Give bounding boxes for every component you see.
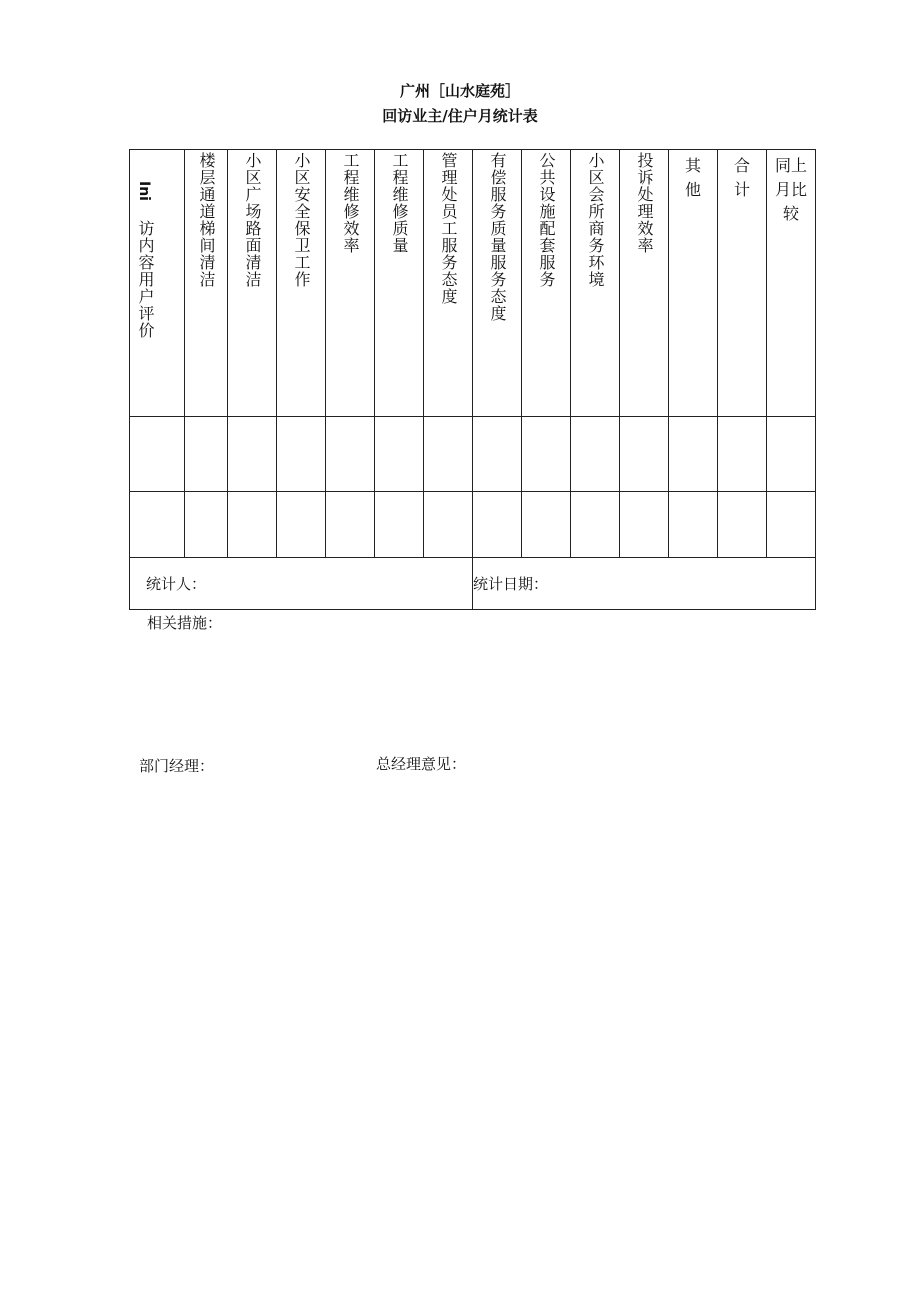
header-cell-other: [669, 150, 718, 417]
table-cell[interactable]: [185, 417, 228, 492]
table-row: [130, 492, 816, 558]
column-label: 小区安全保卫工作: [292, 152, 311, 288]
table-cell[interactable]: [767, 492, 816, 558]
criteria-label: 访内容用户评价: [136, 220, 155, 339]
header-cell: [375, 150, 424, 417]
label-line: 他: [684, 180, 701, 199]
label-line: 其: [684, 156, 701, 175]
table-cell[interactable]: [473, 492, 522, 558]
statistics-table: [129, 149, 816, 610]
header-cell: [277, 150, 326, 417]
column-label: 工程维修效率: [341, 152, 360, 254]
table-cell[interactable]: [571, 492, 620, 558]
table-cell[interactable]: [326, 417, 375, 492]
header-cell: [620, 150, 669, 417]
related-measures-label: 相关措施：: [147, 614, 223, 632]
document-title: 广州［山水庭苑］: [399, 82, 520, 100]
table-cell[interactable]: [522, 417, 571, 492]
table-cell[interactable]: [620, 492, 669, 558]
table-cell[interactable]: [718, 492, 767, 558]
column-label-compare: [767, 154, 815, 226]
document-subtitle: 回访业主/住户月统计表: [382, 107, 538, 125]
header-cell: [185, 150, 228, 417]
header-cell: [424, 150, 473, 417]
column-label: 投诉处理效率: [635, 152, 654, 254]
table-header-row: [130, 150, 816, 417]
column-label: 小区会所商务环境: [586, 152, 605, 288]
table-cell[interactable]: [424, 492, 473, 558]
header-cell-total: [718, 150, 767, 417]
label-line: 月比: [774, 180, 807, 199]
column-label: 管理处员工服务态度: [439, 152, 458, 305]
table-row: [130, 417, 816, 492]
label-line: 计: [733, 180, 750, 199]
header-cell: [522, 150, 571, 417]
table-cell[interactable]: [669, 492, 718, 558]
table-cell[interactable]: [718, 417, 767, 492]
statistics-date-label: 统计日期：: [473, 575, 549, 593]
table-cell[interactable]: [620, 417, 669, 492]
table-cell[interactable]: [228, 492, 277, 558]
header-cell: [571, 150, 620, 417]
statistician-label: 统计人：: [146, 575, 207, 593]
table-cell[interactable]: [277, 492, 326, 558]
label-line: 合: [733, 156, 750, 175]
table-cell[interactable]: [473, 417, 522, 492]
column-label: 有偿服务质量服务态度: [488, 152, 507, 322]
table-cell[interactable]: [130, 417, 185, 492]
column-label-other: [669, 154, 717, 202]
column-label: 公共设施配套服务: [537, 152, 556, 288]
label-line: 较: [782, 204, 799, 223]
table-cell[interactable]: [424, 417, 473, 492]
column-label-total: [718, 154, 766, 202]
table-cell[interactable]: [130, 492, 185, 558]
column-label: 小区广场路面清洁: [243, 152, 262, 288]
table-footer-row: [130, 558, 816, 610]
label-line: 同上: [774, 156, 807, 175]
table-cell[interactable]: [767, 417, 816, 492]
statistician-cell[interactable]: [130, 558, 473, 610]
table-cell[interactable]: [571, 417, 620, 492]
table-cell[interactable]: [277, 417, 326, 492]
header-cell: [473, 150, 522, 417]
header-cell: [326, 150, 375, 417]
table-cell[interactable]: [228, 417, 277, 492]
header-cell-compare: [767, 150, 816, 417]
header-cell: [228, 150, 277, 417]
corner-mark: Ini: [136, 181, 152, 201]
column-label: 楼层通道梯间清洁: [197, 152, 216, 288]
table-cell[interactable]: [522, 492, 571, 558]
table-cell[interactable]: [326, 492, 375, 558]
table-cell[interactable]: [375, 492, 424, 558]
table-cell[interactable]: [375, 417, 424, 492]
table-cell[interactable]: [185, 492, 228, 558]
column-label: 工程维修质量: [390, 152, 409, 254]
department-manager-label: 部门经理：: [139, 757, 215, 775]
general-manager-opinion-label: 总经理意见：: [376, 755, 467, 773]
header-cell-criteria: [130, 150, 185, 417]
statistics-date-cell[interactable]: [473, 558, 816, 610]
table-cell[interactable]: [669, 417, 718, 492]
